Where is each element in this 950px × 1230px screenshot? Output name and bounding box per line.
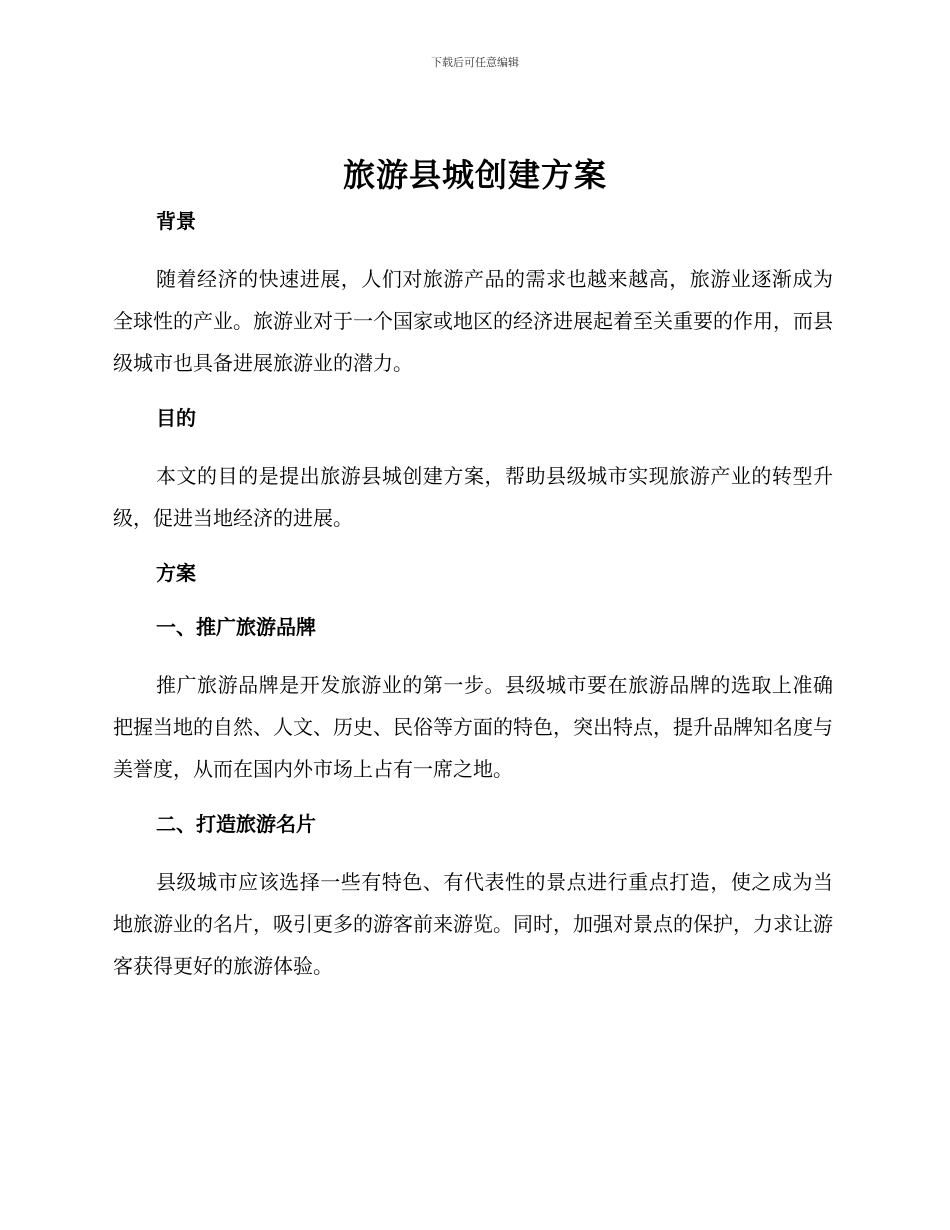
document-title: 旅游县城创建方案 [342,156,607,194]
section-paragraph-background: 随着经济的快速进展，人们对旅游产品的需求也越来越高，旅游业逐渐成为全球性的产业。旅游业对于一个国家或地区的经济进展起着至关重要的作用，而县级城市也具备进展旅游业的潜力。 [113,267,833,375]
section-heading-brand: 一、推广旅游品牌 [156,615,316,639]
section-heading-namecard: 二、打造旅游名片 [156,812,316,836]
section-paragraph-namecard: 县级城市应该选择一些有特色、有代表性的景点进行重点打造，使之成为当地旅游业的名片，吸引更多的游客前来游览。同时，加强对景点的保护，力求让游客获得更好的旅游体验。 [113,870,833,978]
header-note: 下载后可任意编辑 [431,56,519,69]
section-paragraph-brand: 推广旅游品牌是开发旅游业的第一步。县级城市要在旅游品牌的选取上准确把握当地的自然、人文、历史、民俗等方面的特色，突出特点，提升品牌知名度与美誉度，从而在国内外市场上占有一席之地。 [113,673,833,781]
section-heading-purpose: 目的 [156,406,196,430]
section-paragraph-purpose: 本文的目的是提出旅游县城创建方案，帮助县级城市实现旅游产业的转型升级，促进当地经济的进展。 [113,464,833,530]
section-heading-background: 背景 [156,209,196,233]
section-heading-plan: 方案 [156,561,196,585]
document-body [113,205,833,987]
